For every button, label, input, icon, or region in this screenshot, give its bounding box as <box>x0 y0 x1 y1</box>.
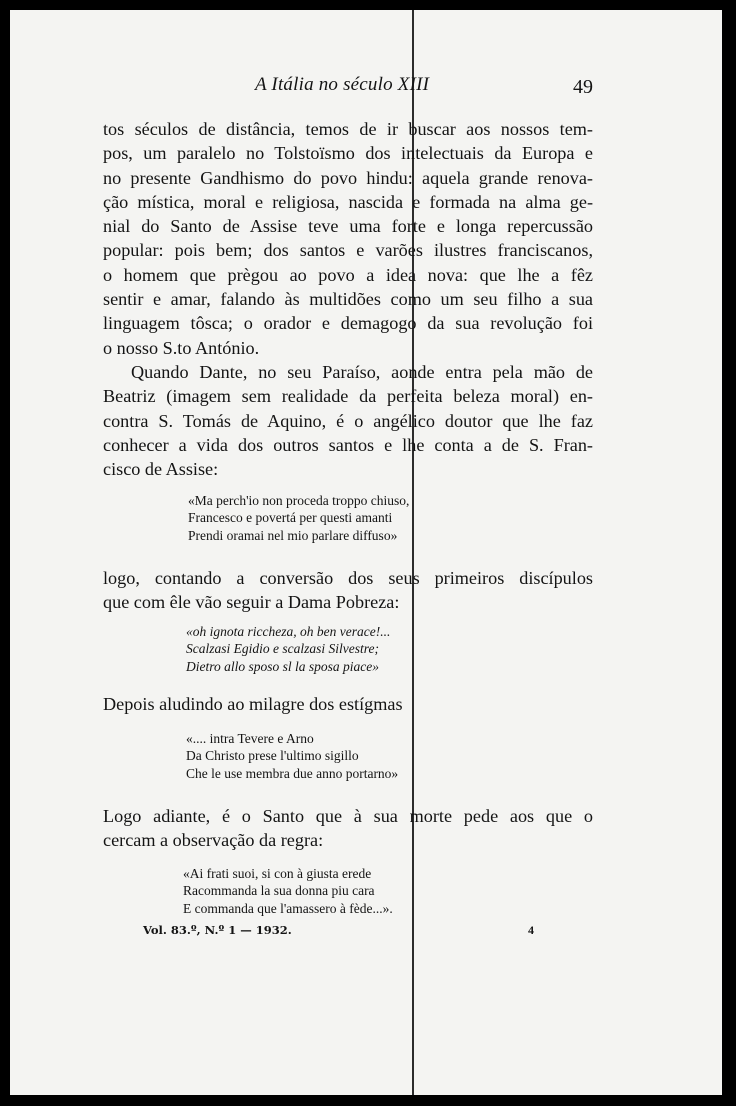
verse-line: Scalzasi Egidio e scalzasi Silvestre; <box>186 641 379 657</box>
page <box>10 10 722 1095</box>
verse-line: E commanda que l'amassero à fède...». <box>183 900 393 916</box>
page-header <box>103 70 593 100</box>
text-line: nial do Santo de Assise teve uma forte e longa repercussão <box>103 216 593 237</box>
text-line: cercam a observação da regra: <box>103 830 324 851</box>
verse-line: «Ma perch'io non proceda troppo chiuso, <box>188 493 410 508</box>
verse-line: Che le use membra due anno portarno» <box>186 765 399 781</box>
verse-line: Racommanda la sua donna piu cara <box>183 883 375 899</box>
text-line: que com êle vão seguir a Dama Pobreza: <box>103 592 400 613</box>
quotation-3 <box>186 730 398 782</box>
paragraph-2 <box>103 360 593 481</box>
text-line: ção mística, moral e religiosa, nascida e formada na alma ge- <box>103 191 593 212</box>
paragraph-3 <box>103 566 593 615</box>
verse-line: «oh ignota riccheza, oh ben verace!... <box>186 624 391 639</box>
verse-line: Da Christo prese l'ultimo sigillo <box>186 748 359 764</box>
text-line: Logo adiante, é o Santo que à sua morte pede aos que o <box>103 806 593 826</box>
text-line: logo, contando a conversão dos seus primeiros discípulos <box>103 568 593 588</box>
text-line: no presente Gandhismo do povo hindu: aquela grande renova- <box>103 167 593 188</box>
text-line: Depois aludindo ao milagre dos estígmas <box>103 694 403 714</box>
text-line: contra S. Tomás de Aquino, é o angélico doutor que lhe faz <box>103 410 593 431</box>
paragraph-1 <box>103 117 593 360</box>
paragraph-4 <box>103 692 593 716</box>
text-line: o homem que prègou ao povo a idea nova: que lhe a fêz <box>103 264 593 285</box>
text-line: popular: pois bem; dos santos e varões ilustres franciscanos, <box>103 240 593 261</box>
text-line: tos séculos de distância, temos de ir buscar aos nossos tem- <box>103 119 593 139</box>
quotation-1 <box>188 492 409 544</box>
running-title: A Itália no século XIII <box>255 74 430 95</box>
text-line: Beatriz (imagem sem realidade da perfeita beleza moral) en- <box>103 386 593 407</box>
quotation-2 <box>186 623 390 675</box>
text-line: sentir e amar, falando às multidões como um seu filho a sua <box>103 289 593 310</box>
text-line: conhecer a vida dos outros santos e lhe conta a de S. Fran- <box>103 434 593 455</box>
text-line: cisco de Assise: <box>103 459 219 480</box>
verse-line: «Ai frati suoi, si con à giusta erede <box>183 866 372 881</box>
verse-line: Francesco e povertá per questi amanti <box>188 510 393 526</box>
text-line: o nosso S.to António. <box>103 337 260 358</box>
page-number: 49 <box>573 76 593 98</box>
quotation-4 <box>183 865 393 917</box>
verse-line: Prendi oramai nel mio parlare diffuso» <box>188 527 398 543</box>
text-line: linguagem tôsca; o orador e demagogo da sua revolução foi <box>103 313 593 334</box>
verse-line: Dietro allo sposo sl la sposa piace» <box>186 658 380 674</box>
paragraph-5 <box>103 804 593 853</box>
signature-mark: 4 <box>528 923 534 937</box>
text-line: pos, um paralelo no Tolstoïsmo dos intelectuais da Europa e <box>103 143 593 164</box>
verse-line: «.... intra Tevere e Arno <box>186 731 314 746</box>
volume-footer: Vol. 83.º, N.º 1 — 1932. <box>143 923 292 937</box>
text-line: Quando Dante, no seu Paraíso, aonde entra pela mão de <box>131 362 593 382</box>
